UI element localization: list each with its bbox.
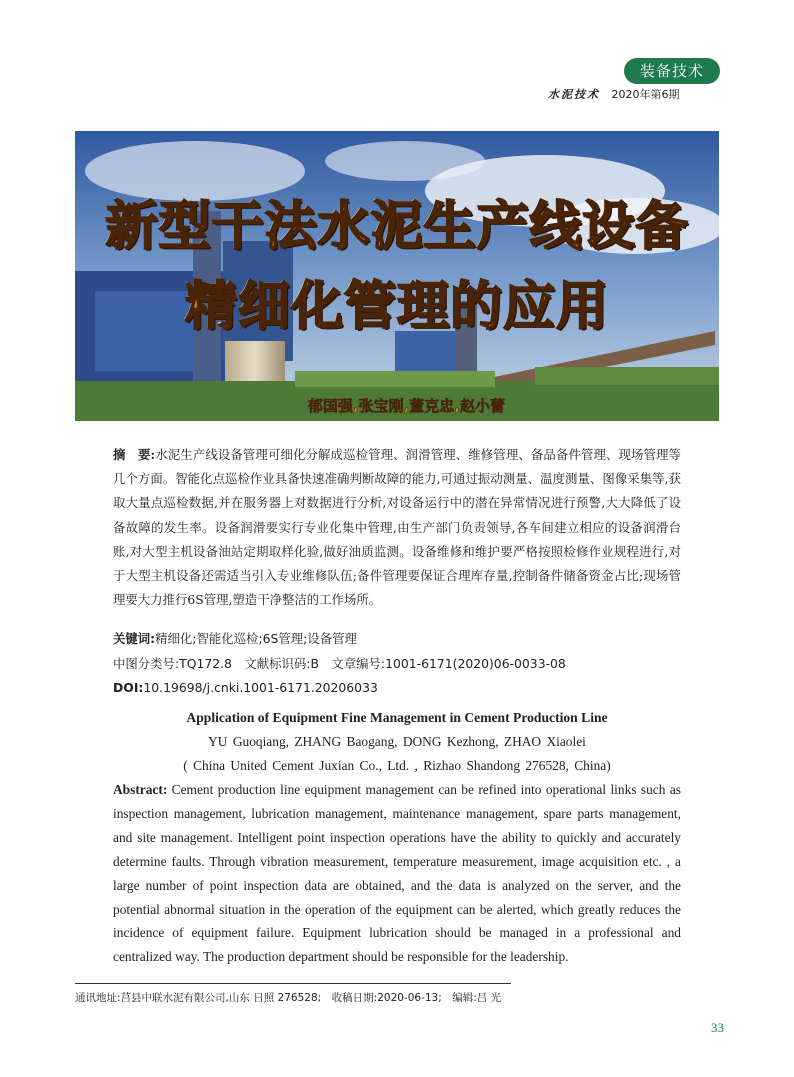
journal-header [548, 87, 718, 103]
article-authors-cn: 郁国强,张宝刚,董克忠,赵小蕾 [307, 397, 505, 415]
doi-link[interactable]: 10.19698/j.cnki.1001-6171.20206033 [143, 680, 378, 695]
keywords-text: 精细化;智能化巡检;6S管理;设备管理 [155, 631, 357, 646]
keywords-label: 关键词: [113, 631, 156, 646]
abstract-cn [113, 443, 681, 612]
doi-line [113, 679, 713, 697]
section-badge: 装备技术 [624, 58, 720, 84]
english-authors: YU Guoqiang, ZHANG Baogang, DONG Kezhong, ZHAO Xiaolei [208, 734, 586, 749]
english-title: Application of Equipment Fine Management in Cement Production Line [186, 710, 608, 725]
footnote: 通讯地址:莒县中联水泥有限公司,山东 日照 276528; 收稿日期:2020-06-13; 编辑:吕 光 [75, 992, 502, 1004]
cement-plant-photo [75, 131, 719, 421]
abstract-cn-label: 摘 要: [113, 447, 156, 462]
english-affiliation: ( China United Cement Juxian Co., Ltd. , Rizhao Shandong 276528, China) [183, 758, 611, 773]
article-title-line-2: 精细化管理的应用 [184, 277, 609, 337]
keywords-line [113, 630, 713, 648]
abstract-en [113, 778, 681, 969]
doi-label: DOI: [113, 680, 144, 695]
page-number: 33 [711, 1020, 724, 1035]
journal-issue: 2020年第6期 [611, 88, 680, 101]
abstract-en-label: Abstract: [113, 782, 168, 797]
article-title-line-1: 新型干法水泥生产线设备 [105, 197, 689, 257]
hero-banner [75, 131, 719, 421]
journal-name: 水泥技术 [548, 88, 600, 101]
classification-line: 中图分类号:TQ172.8 文献标识码:B 文章编号:1001-6171(2020)06-0033-08 [113, 656, 566, 671]
abstract-cn-text: 水泥生产线设备管理可细化分解成巡检管理、润滑管理、维修管理、备品备件管理、现场管理等几个方面。智能化点巡检作业具备快速准确判断故障的能力,可通过振动测量、温度测量、图像采集等,获取大量点巡检数据,并在服务器上对数据进行分析,对设备运行中的潜在异常情况进行预警,大大降低了设备故障的发生率。设备润滑要实行专业化集中管理,由生产部门负责领导,各车间建立相应的设备润滑台账,对大型主机设备油站定期取样化验,做好油质监测。设备维修和维护要严格按照检修作业规程进行,对于大型主机设备还需适当引入专业维修队伍;备件管理要保证合理库存量,控制备件储备资金占比;现场管理要大力推行6S管理,塑造干净整洁的工作场所。 [113, 447, 682, 608]
abstract-en-text: Cement production line equipment management can be refined into operational links such as inspection management, lubrication management, maintenance management, spare parts management, and site management. Intelligent point inspection operations have the ability to quickly and accurately determine faults. Through vibration measurement, temperature measurement, image acquisition etc. , a large number of point inspection data are obtained, and the data is analyzed on the server, and the potential abnormal situation in the operation of the equipment can be alerted, which greatly reduces the incidence of equipment failure. Equipment lubrication should be managed in a professional and centralized way. The production department should be responsible for the leadership. [113, 782, 681, 965]
footnote-divider [75, 983, 511, 984]
